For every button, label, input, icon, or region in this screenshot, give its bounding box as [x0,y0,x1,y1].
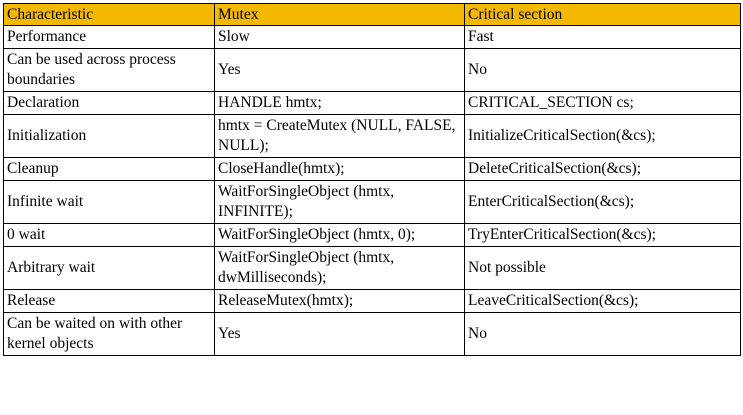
critical-section-cell: InitializeCriticalSection(&cs); [465,115,741,158]
mutex-cell: hmtx = CreateMutex (NULL, FALSE, NULL); [215,115,465,158]
table-row [4,181,741,224]
critical-section-cell: TryEnterCriticalSection(&cs); [465,224,741,247]
table-row [4,92,741,115]
table-row [4,290,741,313]
critical-section-cell: LeaveCriticalSection(&cs); [465,290,741,313]
table-row [4,26,741,49]
characteristic-cell: Release [4,290,215,313]
comparison-table-container [3,3,741,356]
table-row [4,313,741,356]
characteristic-cell: Initialization [4,115,215,158]
characteristic-cell: Arbitrary wait [4,247,215,290]
mutex-cell: WaitForSingleObject (hmtx, 0); [215,224,465,247]
mutex-cell: Yes [215,49,465,92]
mutex-vs-critical-section-table [3,3,741,356]
mutex-cell: WaitForSingleObject (hmtx, INFINITE); [215,181,465,224]
critical-section-cell: No [465,49,741,92]
characteristic-cell: Cleanup [4,158,215,181]
table-row [4,224,741,247]
mutex-cell: CloseHandle(hmtx); [215,158,465,181]
table-row [4,158,741,181]
header-mutex: Mutex [215,4,465,26]
mutex-cell: WaitForSingleObject (hmtx, dwMilliseconds); [215,247,465,290]
characteristic-cell: Can be used across process boundaries [4,49,215,92]
mutex-cell: Slow [215,26,465,49]
characteristic-cell: Declaration [4,92,215,115]
table-body [4,26,741,356]
critical-section-cell: CRITICAL_SECTION cs; [465,92,741,115]
critical-section-cell: DeleteCriticalSection(&cs); [465,158,741,181]
critical-section-cell: Not possible [465,247,741,290]
critical-section-cell: No [465,313,741,356]
characteristic-cell: Can be waited on with other kernel objects [4,313,215,356]
mutex-cell: HANDLE hmtx; [215,92,465,115]
table-header-row [4,4,741,26]
mutex-cell: ReleaseMutex(hmtx); [215,290,465,313]
table-row [4,49,741,92]
critical-section-cell: Fast [465,26,741,49]
characteristic-cell: Infinite wait [4,181,215,224]
table-row [4,115,741,158]
header-critical-section: Critical section [465,4,741,26]
characteristic-cell: 0 wait [4,224,215,247]
mutex-cell: Yes [215,313,465,356]
characteristic-cell: Performance [4,26,215,49]
critical-section-cell: EnterCriticalSection(&cs); [465,181,741,224]
header-characteristic: Characteristic [4,4,215,26]
table-row [4,247,741,290]
